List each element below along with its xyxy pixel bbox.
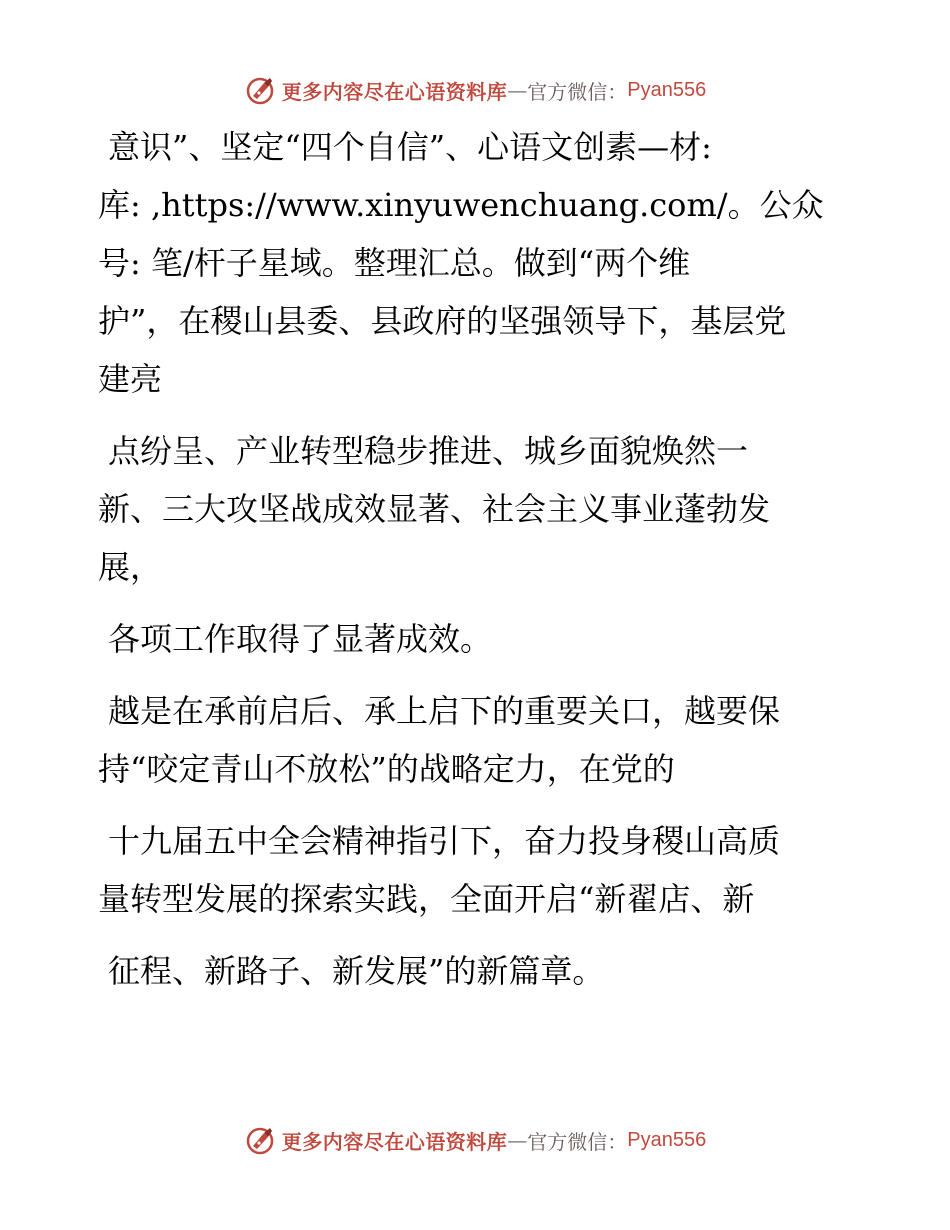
header-watermark-banner — [0, 70, 950, 110]
document-body — [98, 118, 868, 1000]
text-line: 量转型发展的探索实践，全面开启“新翟店、新 — [98, 880, 755, 918]
text-line: 库: ,https://www.xinyuwenchuang.com/。公众 — [98, 186, 824, 224]
banner-brand-text: 更多内容尽在心语资料库 — [281, 1129, 508, 1154]
banner-brand-text: 更多内容尽在心语资料库 — [281, 79, 508, 104]
banner-wechat-id: Pyan556 — [627, 78, 707, 101]
text-line: 建亮 — [98, 360, 163, 398]
pen-nib-logo-icon — [244, 74, 276, 106]
text-line: 越是在承前启后、承上启下的重要关口，越要保 — [108, 692, 781, 730]
footer-watermark-banner — [0, 1120, 950, 1160]
text-line: 展， — [98, 548, 163, 586]
text-line: 护”，在稷山县委、县政府的坚强领导下，基层党 — [98, 302, 787, 340]
banner-wechat-id: Pyan556 — [627, 1128, 707, 1151]
text-line: 持“咬定青山不放松”的战略定力，在党的 — [98, 750, 675, 788]
text-line: 十九届五中全会精神指引下，奋力投身稷山高质 — [108, 822, 781, 860]
banner-wechat-label: 官方微信： — [527, 79, 628, 104]
pen-nib-logo-icon — [244, 1124, 276, 1156]
text-line: 号: 笔/杆子星域。整理汇总。做到“两个维 — [98, 244, 691, 282]
banner-separator: — — [507, 1128, 528, 1152]
banner-wechat-label: 官方微信： — [527, 1129, 628, 1154]
text-line: 意识”、坚定“四个自信”、心语文创素—材: — [108, 128, 712, 166]
text-line: 征程、新路子、新发展”的新篇章。 — [108, 952, 605, 990]
text-line: 点纷呈、产业转型稳步推进、城乡面貌焕然一 — [108, 432, 749, 470]
banner-separator: — — [507, 78, 528, 102]
text-line: 各项工作取得了显著成效。 — [108, 620, 493, 658]
text-line: 新、三大攻坚战成效显著、社会主义事业蓬勃发 — [98, 490, 771, 528]
